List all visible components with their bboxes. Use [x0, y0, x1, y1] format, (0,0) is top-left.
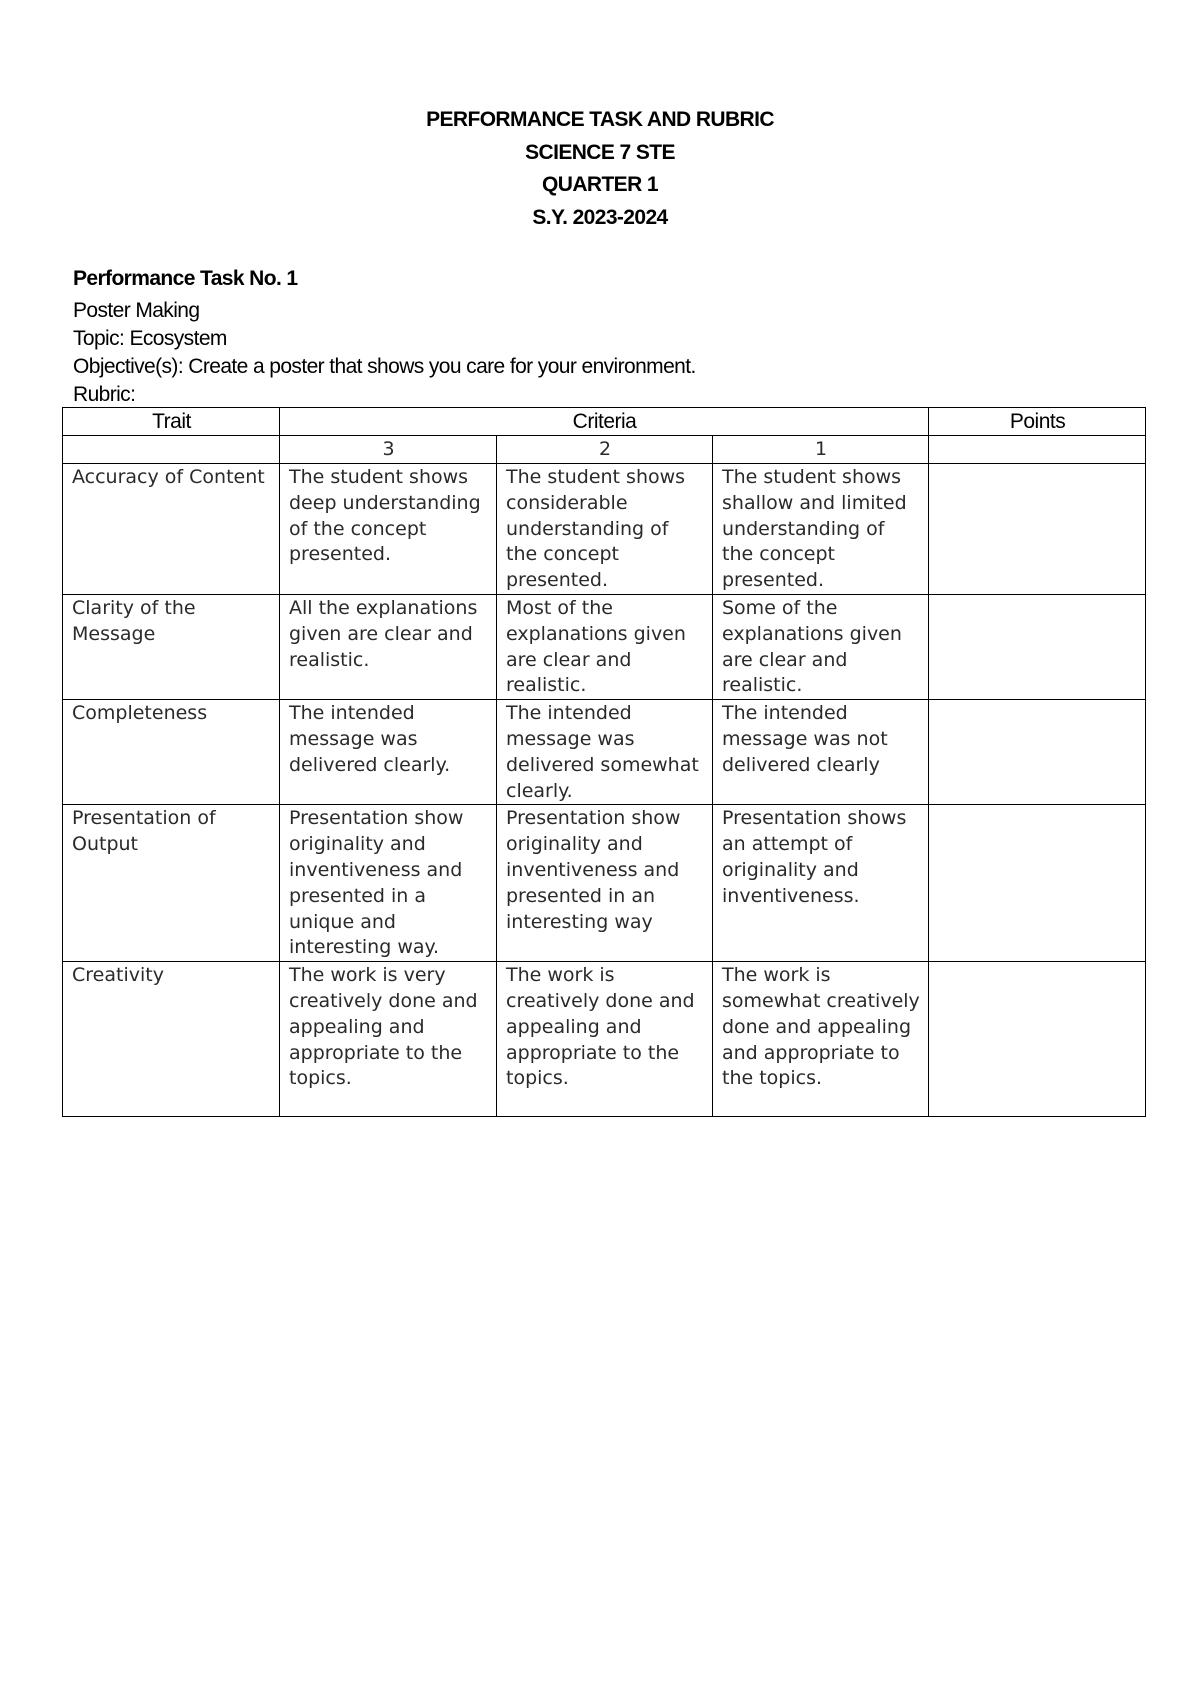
rubric-label: Rubric: [73, 383, 136, 406]
criteria-1-cell: Presentation shows an attempt of originality and inventiveness. [713, 805, 929, 962]
level-3-header: 3 [280, 436, 497, 464]
points-cell [929, 464, 1146, 595]
criteria-3-cell: Presentation show originality and inventiveness and presented in a unique and interesting way. [280, 805, 497, 962]
subject-label: SCIENCE 7 STE [525, 140, 675, 164]
task-description [73, 265, 696, 409]
table-row [63, 464, 1146, 595]
criteria-2-cell: The work is creatively done and appealing and appropriate to the topics. [497, 962, 713, 1117]
criteria-2-cell: Most of the explanations given are clear and realistic. [497, 594, 713, 699]
criteria-1-cell: The student shows shallow and limited understanding of the concept presented. [713, 464, 929, 595]
levels-trait-blank [63, 436, 280, 464]
criteria-2-cell: The intended message was delivered somewhat clearly. [497, 700, 713, 805]
points-cell [929, 700, 1146, 805]
criteria-header: Criteria [280, 408, 929, 436]
level-2-header: 2 [497, 436, 713, 464]
trait-header: Trait [63, 408, 280, 436]
criteria-2-cell: The student shows considerable understanding of the concept presented. [497, 464, 713, 595]
school-year-label: S.Y. 2023-2024 [532, 205, 668, 229]
points-cell [929, 594, 1146, 699]
task-objective: Objective(s): Create a poster that shows you care for your environment. [73, 355, 696, 378]
quarter-label: QUARTER 1 [542, 173, 658, 196]
task-title: Performance Task No. 1 [73, 267, 298, 290]
criteria-3-cell: The intended message was delivered clearly. [280, 700, 497, 805]
criteria-1-cell: The intended message was not delivered clearly [713, 700, 929, 805]
points-cell [929, 962, 1146, 1117]
criteria-1-cell: The work is somewhat creatively done and appealing and appropriate to the topics. [713, 962, 929, 1117]
task-topic: Topic: Ecosystem [73, 327, 227, 350]
criteria-3-cell: The student shows deep understanding of the concept presented. [280, 464, 497, 595]
levels-points-blank [929, 436, 1146, 464]
level-1-header: 1 [713, 436, 929, 464]
table-row [63, 594, 1146, 699]
points-cell [929, 805, 1146, 962]
trait-cell: Presentation of Output [63, 805, 280, 962]
table-row [63, 805, 1146, 962]
points-header: Points [929, 408, 1146, 436]
criteria-1-cell: Some of the explanations given are clear and realistic. [713, 594, 929, 699]
trait-cell: Accuracy of Content [63, 464, 280, 595]
rubric-header-row [63, 408, 1146, 436]
document-header [0, 104, 1200, 234]
criteria-2-cell: Presentation show originality and inventiveness and presented in an interesting way [497, 805, 713, 962]
table-row [63, 700, 1146, 805]
document-title: PERFORMANCE TASK AND RUBRIC [426, 108, 774, 131]
trait-cell: Completeness [63, 700, 280, 805]
rubric-levels-row [63, 436, 1146, 464]
task-name: Poster Making [73, 299, 200, 322]
criteria-3-cell: The work is very creatively done and appealing and appropriate to the topics. [280, 962, 497, 1117]
rubric-table [62, 407, 1146, 1117]
table-row [63, 962, 1146, 1117]
trait-cell: Creativity [63, 962, 280, 1117]
trait-cell: Clarity of the Message [63, 594, 280, 699]
criteria-3-cell: All the explanations given are clear and realistic. [280, 594, 497, 699]
